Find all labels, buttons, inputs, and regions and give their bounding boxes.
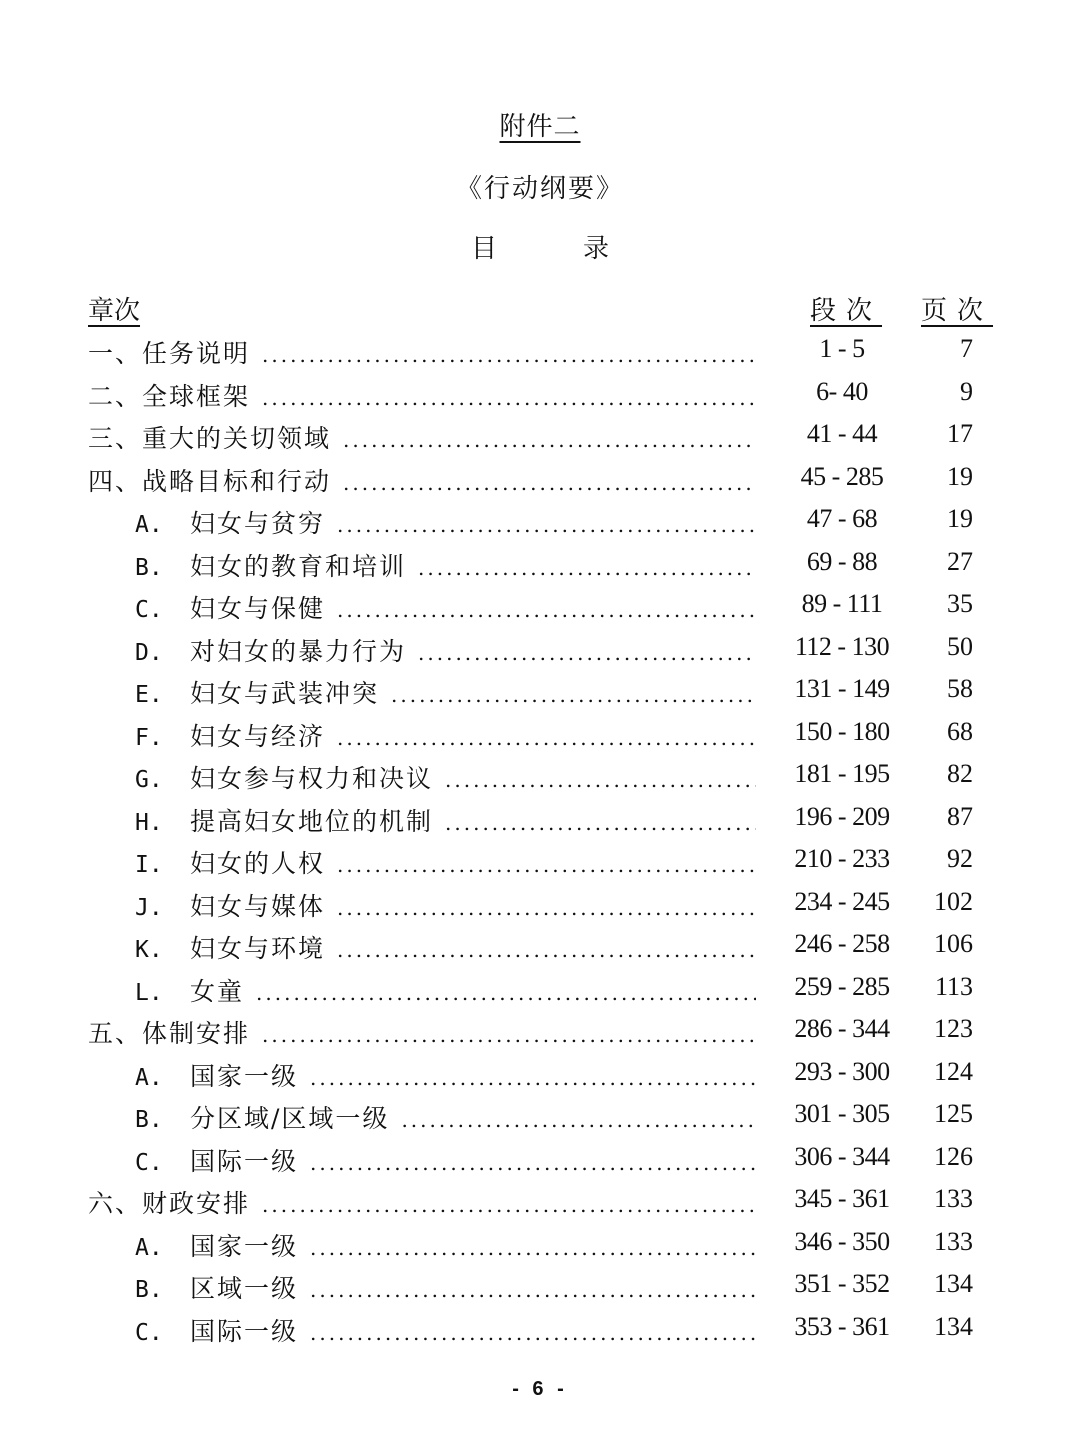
toc-entry-label — [135, 1099, 756, 1135]
toc-entry — [0, 498, 1080, 541]
toc-entry-label — [135, 632, 756, 668]
toc-entry-label — [88, 377, 756, 413]
dot-leader — [337, 853, 756, 877]
dot-leader — [337, 513, 756, 537]
toc-entry-title: 六、财政安排 — [88, 1189, 251, 1218]
toc-entry — [0, 328, 1080, 371]
toc-entry-title: 二、全球框架 — [88, 381, 251, 411]
toc-entry-page: 123 — [934, 1014, 973, 1043]
toc-entry-paragraphs: 45 - 285 — [800, 461, 884, 491]
toc-entry — [0, 796, 1080, 839]
toc-entry-label — [88, 1014, 756, 1050]
toc-entry-page: 133 — [934, 1184, 973, 1213]
toc-entry-title: 妇女的教育和培训 — [190, 551, 407, 581]
toc-entry-paragraphs: 150 - 180 — [794, 716, 890, 746]
toc-entry-label — [135, 929, 756, 965]
toc-entry-letter: K. — [135, 937, 163, 963]
toc-entry — [0, 583, 1080, 626]
toc-entry-page: 134 — [934, 1269, 973, 1298]
toc-entry-page: 82 — [947, 759, 973, 788]
document-title: 《行动纲要》 — [455, 174, 624, 204]
toc-entry-letter: I. — [135, 852, 163, 878]
annex-label-text: 附件二 — [499, 112, 581, 142]
toc-entry-label — [88, 334, 756, 370]
toc-entry-page: 124 — [934, 1056, 973, 1086]
toc-entry-title: 妇女与经济 — [190, 721, 326, 751]
toc-entry-title: 区域一级 — [190, 1274, 299, 1303]
toc-entry-label — [135, 717, 756, 753]
dot-leader — [262, 343, 756, 367]
toc-entry-title: 妇女与武装冲突 — [190, 679, 380, 708]
toc-entry-page: 68 — [947, 716, 973, 746]
toc-entry-title: 妇女与环境 — [190, 934, 326, 963]
dot-leader — [337, 938, 756, 962]
toc-entry-label — [135, 504, 756, 540]
dot-leader — [310, 1278, 756, 1302]
dot-leader — [418, 556, 756, 580]
table-of-contents — [0, 328, 1080, 1348]
toc-entry — [0, 711, 1080, 754]
toc-entry-title: 四、战略目标和行动 — [88, 466, 332, 496]
toc-entry-label — [135, 1227, 756, 1263]
toc-entry — [0, 668, 1080, 711]
dot-leader — [445, 768, 756, 792]
page-number: - 6 - — [512, 1378, 568, 1400]
toc-entry-letter: B. — [135, 1107, 163, 1133]
toc-entry-paragraphs: 286 - 344 — [794, 1014, 890, 1043]
toc-entry-page: 134 — [934, 1311, 973, 1341]
toc-entry-letter: L. — [135, 979, 163, 1006]
toc-entry-paragraphs: 112 - 130 — [794, 631, 890, 661]
toc-entry-letter: B. — [135, 1277, 163, 1303]
toc-entry-page: 133 — [934, 1226, 973, 1256]
toc-entry-paragraphs: 234 - 245 — [794, 886, 890, 916]
toc-entry-page: 19 — [947, 504, 973, 533]
toc-entry-paragraphs: 47 - 68 — [806, 504, 878, 533]
toc-entry-label — [88, 1184, 756, 1220]
toc-entry-title: 国家一级 — [190, 1061, 299, 1091]
toc-entry-page: 102 — [934, 886, 973, 916]
dot-leader — [418, 641, 756, 665]
toc-entry-letter: H. — [135, 809, 163, 836]
toc-entry-title: 三、重大的关切领域 — [88, 424, 332, 453]
toc-entry-page: 106 — [934, 929, 973, 958]
toc-entry-title: 国际一级 — [190, 1316, 299, 1346]
dot-leader — [391, 683, 756, 707]
toc-entry-label — [135, 844, 756, 880]
toc-entry-title: 对妇女的暴力行为 — [190, 636, 407, 666]
toc-entry-letter: A. — [135, 512, 163, 538]
toc-entry-page: 113 — [934, 971, 973, 1001]
annex-label — [0, 106, 1080, 143]
toc-entry-letter: G. — [135, 767, 163, 793]
toc-entry-paragraphs: 131 - 149 — [794, 674, 890, 703]
toc-entry-page: 17 — [947, 419, 973, 448]
toc-entry-paragraphs: 259 - 285 — [794, 971, 890, 1001]
toc-entry-page: 9 — [960, 376, 973, 406]
toc-entry-letter: B. — [135, 554, 163, 581]
toc-entry-paragraphs: 196 - 209 — [794, 801, 890, 831]
dot-leader — [343, 471, 756, 495]
toc-entry — [0, 371, 1080, 414]
toc-entry — [0, 753, 1080, 796]
toc-entry-title: 提高妇女地位的机制 — [190, 806, 434, 836]
toc-entry-page: 87 — [947, 801, 973, 831]
toc-entry-label — [135, 547, 756, 583]
dot-leader — [310, 1321, 756, 1345]
toc-entry — [0, 1263, 1080, 1306]
dot-leader — [310, 1151, 756, 1175]
toc-entry-letter: D. — [135, 639, 163, 666]
toc-entry-paragraphs: 345 - 361 — [794, 1184, 890, 1213]
toc-entry-label — [135, 802, 756, 838]
dot-leader — [337, 598, 756, 622]
toc-entry-letter: E. — [135, 682, 163, 708]
toc-entry-letter: C. — [135, 1319, 163, 1346]
toc-entry-letter: C. — [135, 597, 163, 623]
toc-entry-paragraphs: 293 - 300 — [794, 1056, 890, 1086]
toc-entry-title: 妇女与媒体 — [190, 891, 326, 921]
toc-entry-page: 7 — [960, 334, 973, 363]
toc-entry-page: 27 — [947, 546, 973, 576]
column-header-page: 页次 — [921, 296, 994, 326]
toc-entry-paragraphs: 306 - 344 — [794, 1141, 890, 1171]
toc-entry-title: 女童 — [190, 976, 245, 1006]
toc-entry-paragraphs: 353 - 361 — [794, 1311, 890, 1341]
toc-entry-page: 50 — [947, 631, 973, 661]
toc-entry-page: 125 — [934, 1099, 973, 1128]
toc-entry — [0, 1178, 1080, 1221]
toc-entry-page: 92 — [947, 844, 973, 873]
toc-entry-paragraphs: 181 - 195 — [794, 759, 890, 788]
toc-entry-title: 一、任务说明 — [88, 339, 251, 368]
toc-entry-paragraphs: 1 - 5 — [819, 334, 865, 363]
toc-entry-title: 国际一级 — [190, 1146, 299, 1176]
toc-entry-letter: A. — [135, 1234, 163, 1261]
dot-leader — [343, 428, 756, 452]
dot-leader — [262, 1023, 756, 1047]
dot-leader — [401, 1108, 756, 1132]
toc-entry — [0, 923, 1080, 966]
toc-entry — [0, 626, 1080, 669]
toc-entry-label — [88, 462, 756, 498]
dot-leader — [256, 981, 756, 1005]
toc-entry-paragraphs: 351 - 352 — [794, 1269, 890, 1298]
toc-entry-page: 126 — [934, 1141, 973, 1171]
toc-entry-paragraphs: 6- 40 — [816, 376, 868, 406]
toc-entry-label — [135, 1269, 756, 1305]
toc-entry-label — [135, 1312, 756, 1348]
toc-entry-page: 19 — [947, 461, 973, 491]
toc-entry-paragraphs: 210 - 233 — [794, 844, 890, 873]
toc-entry-title: 五、体制安排 — [88, 1019, 251, 1048]
toc-entry-title: 妇女与保健 — [190, 594, 326, 623]
toc-entry-letter: F. — [135, 724, 163, 751]
toc-entry — [0, 1306, 1080, 1349]
toc-entry-paragraphs: 89 - 111 — [801, 589, 883, 618]
toc-entry-label — [135, 674, 756, 710]
toc-entry — [0, 1136, 1080, 1179]
toc-entry — [0, 966, 1080, 1009]
toc-entry-label — [88, 419, 756, 455]
dot-leader — [445, 811, 756, 835]
toc-entry — [0, 1008, 1080, 1051]
toc-entry-page: 35 — [947, 589, 973, 618]
toc-entry-paragraphs: 346 - 350 — [794, 1226, 890, 1256]
toc-entry-title: 分区域/区域一级 — [190, 1104, 390, 1133]
dot-leader — [262, 386, 756, 410]
toc-entry — [0, 413, 1080, 456]
toc-entry — [0, 881, 1080, 924]
toc-entry — [0, 456, 1080, 499]
toc-entry-label — [135, 1057, 756, 1093]
toc-entry-title: 国家一级 — [190, 1231, 299, 1261]
toc-entry — [0, 1221, 1080, 1264]
toc-entry-label — [135, 972, 756, 1008]
toc-entry-paragraphs: 246 - 258 — [794, 929, 890, 958]
toc-entry-paragraphs: 41 - 44 — [806, 419, 878, 448]
column-header-paragraphs: 段次 — [810, 296, 883, 326]
toc-entry — [0, 838, 1080, 881]
toc-entry-letter: A. — [135, 1064, 163, 1091]
toc-entry-label — [135, 589, 756, 625]
toc-entry-letter: C. — [135, 1149, 163, 1176]
dot-leader — [310, 1236, 756, 1260]
toc-entry-title: 妇女参与权力和决议 — [190, 764, 434, 793]
dot-leader — [337, 726, 756, 750]
dot-leader — [337, 896, 756, 920]
column-header-chapter: 章次 — [88, 296, 141, 326]
dot-leader — [262, 1193, 756, 1217]
toc-entry-title: 妇女与贫穷 — [190, 509, 326, 538]
toc-entry-label — [135, 759, 756, 795]
toc-heading: 目 录 — [470, 234, 639, 264]
toc-entry — [0, 541, 1080, 584]
toc-entry-label — [135, 1142, 756, 1178]
toc-entry-title: 妇女的人权 — [190, 849, 326, 878]
toc-entry-label — [135, 887, 756, 923]
toc-column-headers — [0, 290, 1080, 326]
toc-entry — [0, 1093, 1080, 1136]
dot-leader — [310, 1066, 756, 1090]
toc-entry — [0, 1051, 1080, 1094]
toc-entry-page: 58 — [947, 674, 973, 703]
toc-entry-letter: J. — [135, 894, 163, 921]
toc-entry-paragraphs: 69 - 88 — [806, 546, 878, 576]
toc-entry-paragraphs: 301 - 305 — [794, 1099, 890, 1128]
